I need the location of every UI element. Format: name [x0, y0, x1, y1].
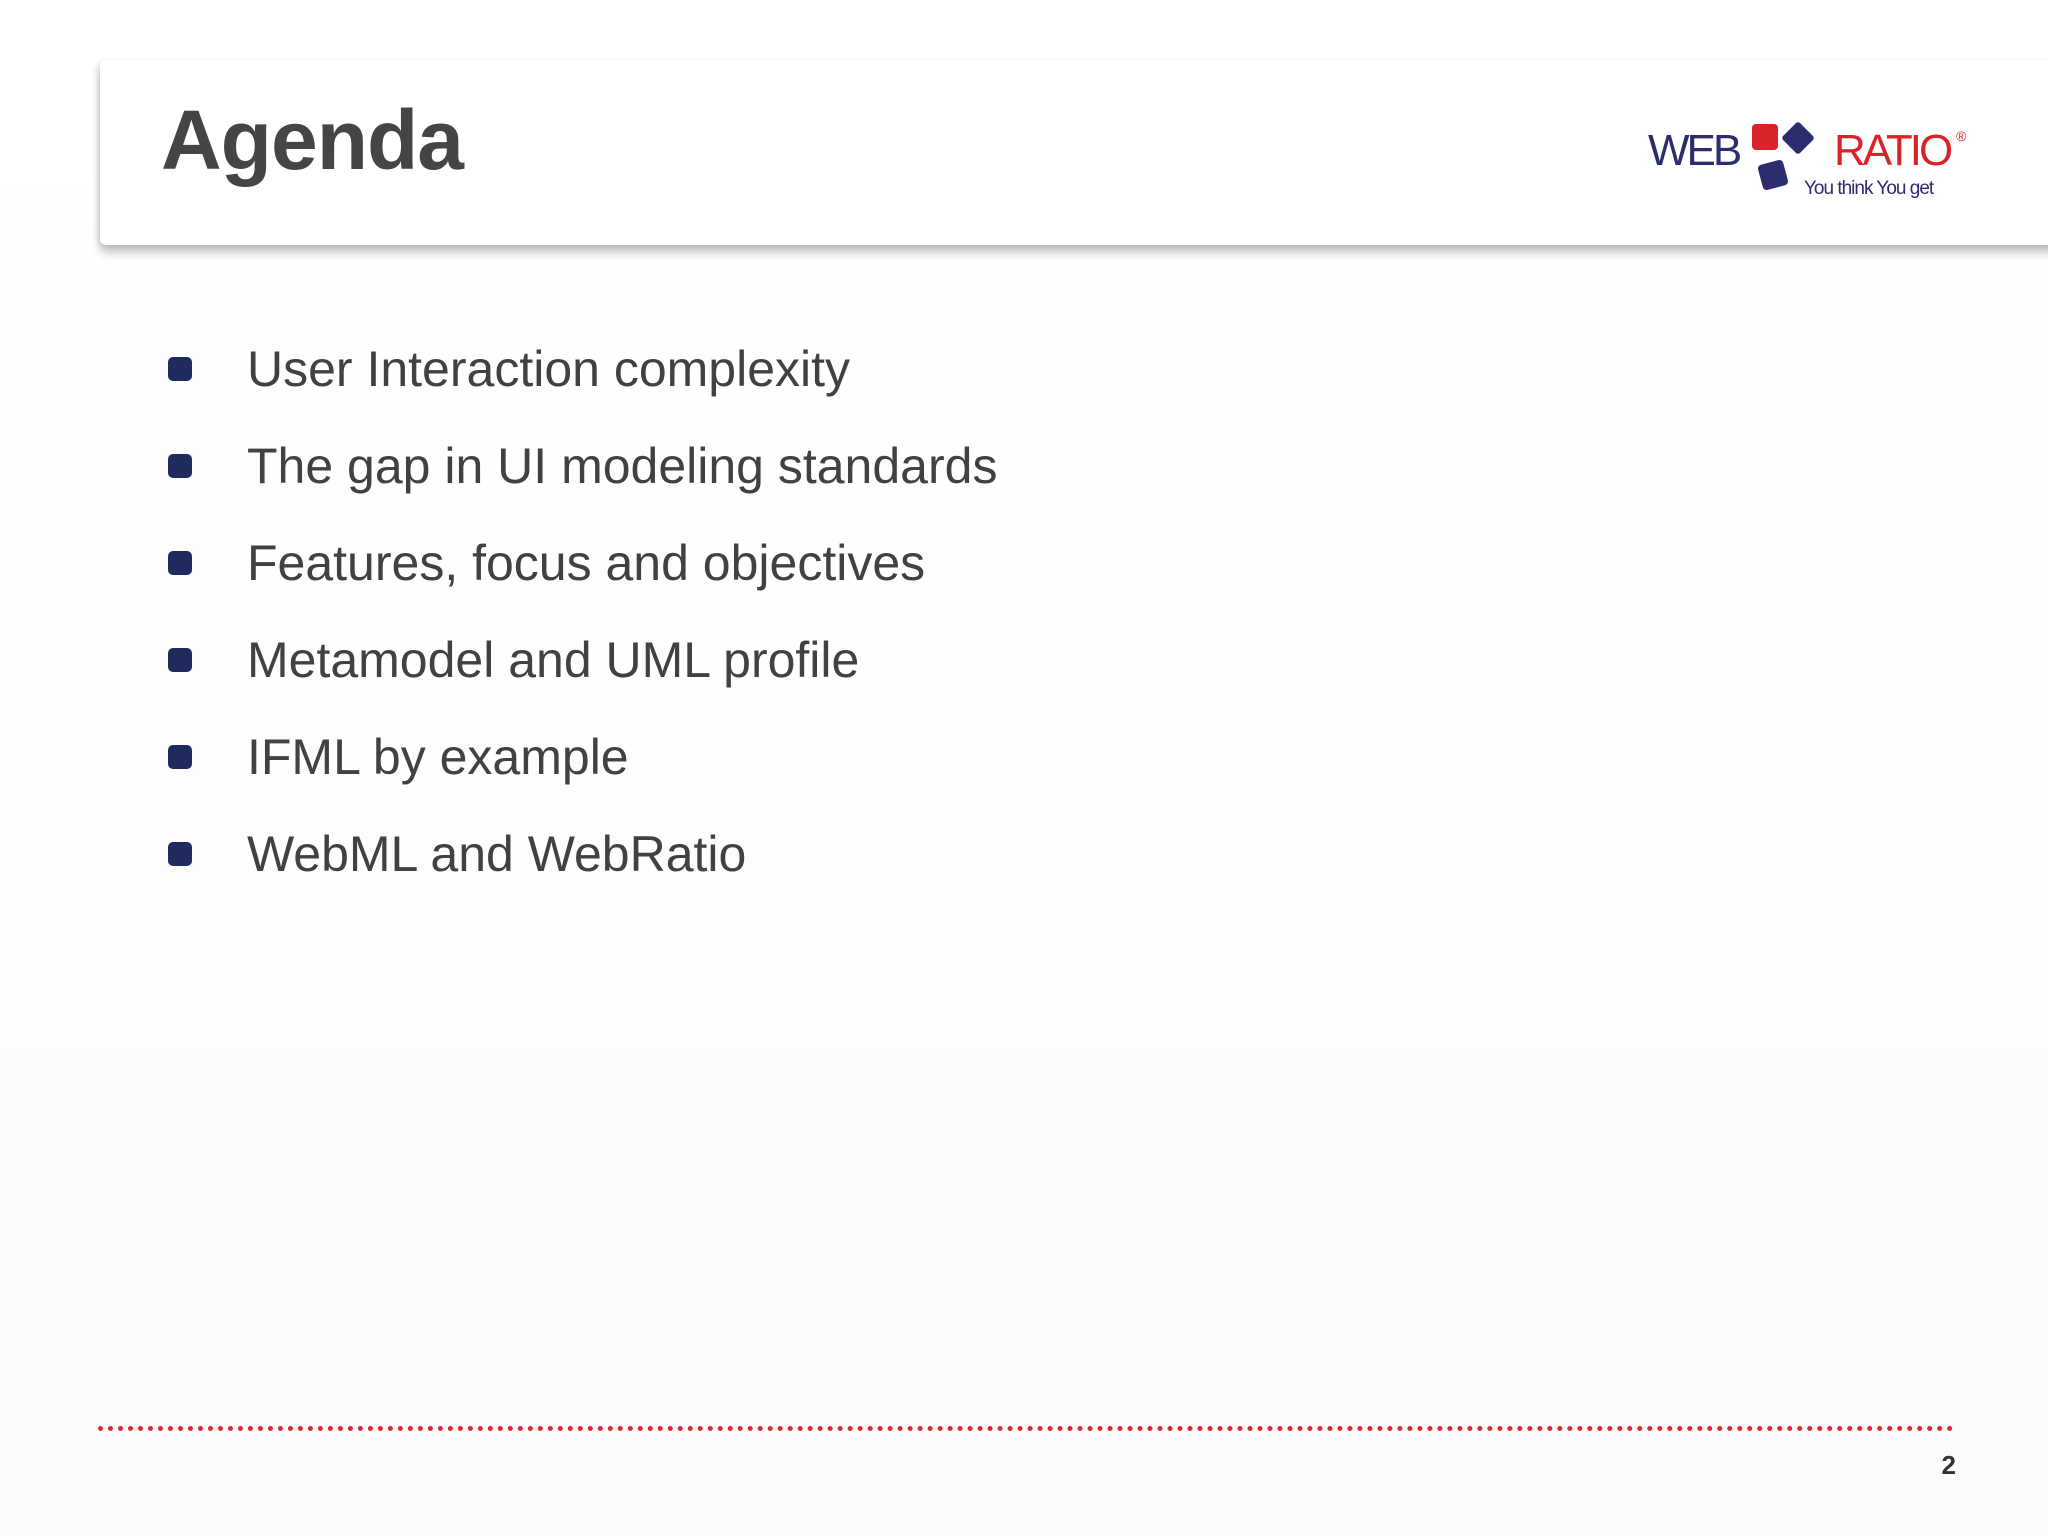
agenda-item [168, 611, 997, 708]
agenda-item-text: The gap in UI modeling standards [247, 437, 998, 494]
agenda-item [168, 805, 997, 902]
agenda-item-text: IFML by example [247, 728, 629, 785]
page-title: Agenda [161, 93, 464, 187]
logo-word-web: WEB [1648, 126, 1740, 175]
webratio-logo [1648, 118, 1968, 208]
agenda-item-text: Features, focus and objectives [247, 534, 926, 591]
logo-word-ratio: RATIO [1834, 126, 1951, 175]
bullet-icon [168, 454, 192, 478]
agenda-item [168, 320, 997, 417]
bullet-icon [168, 357, 192, 381]
agenda-item-text: WebML and WebRatio [247, 825, 747, 882]
bullet-icon [168, 745, 192, 769]
logo-tagline: You think You get [1804, 178, 1934, 199]
agenda-item-text: Metamodel and UML profile [247, 631, 860, 688]
page-number: 2 [1941, 1450, 1956, 1480]
bullet-icon [168, 648, 192, 672]
agenda-list [168, 320, 997, 902]
logo-registered-mark: ® [1956, 128, 1967, 144]
footer-divider [98, 1426, 1954, 1431]
agenda-item [168, 417, 997, 514]
bullet-icon [168, 842, 192, 866]
agenda-item-text: User Interaction complexity [247, 340, 851, 397]
agenda-item [168, 514, 997, 611]
bullet-icon [168, 551, 192, 575]
agenda-item [168, 708, 997, 805]
